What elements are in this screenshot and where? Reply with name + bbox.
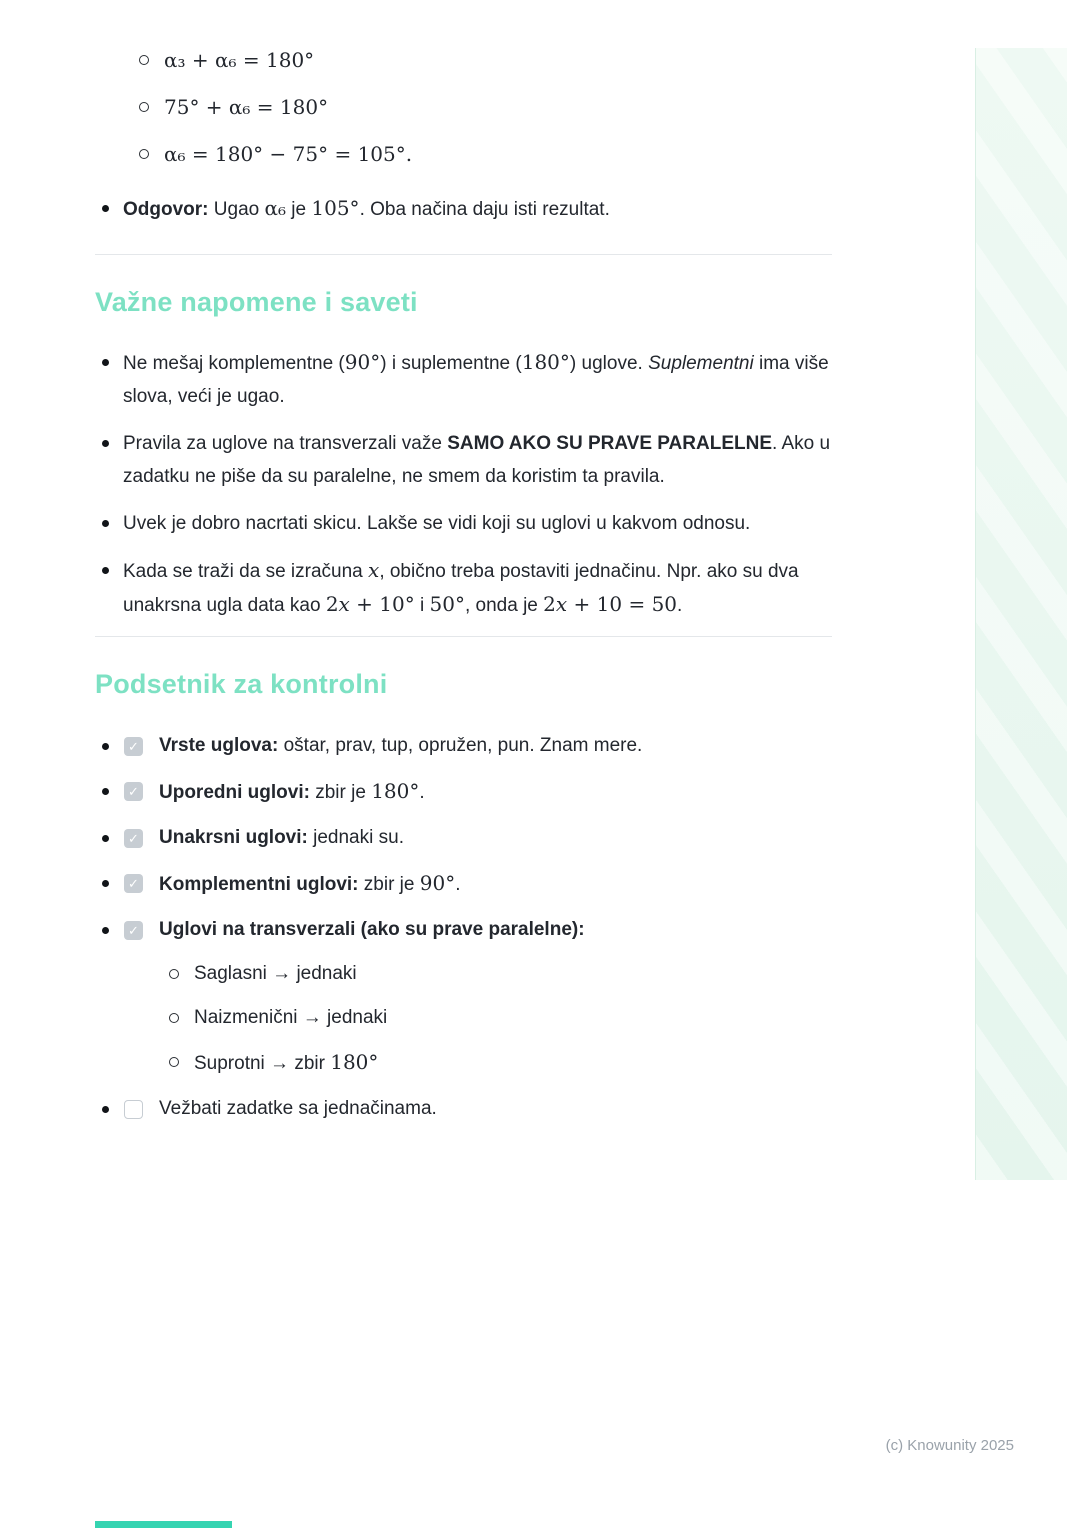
transversal-sub-list — [167, 958, 835, 1080]
note-item — [95, 507, 835, 540]
text-segment: Kada se traži da se izračuna — [123, 561, 369, 582]
answer-item — [95, 192, 835, 226]
text-segment: 2 — [543, 592, 556, 616]
checkbox[interactable] — [124, 829, 143, 848]
text-line — [159, 919, 585, 940]
text-line — [123, 433, 830, 487]
bottom-accent-bar — [95, 1521, 232, 1528]
text-segment: Uglovi na transverzali (ako su prave paralelne): — [159, 919, 585, 940]
text-segment: Saglasni → jednaki — [194, 963, 357, 984]
text-segment: 180° — [521, 350, 570, 374]
text-line — [123, 558, 799, 616]
text-segment: + 10° — [349, 592, 415, 616]
text-segment: . Ako u zadatku ne piše da su paralelne, ne smem da koristim ta pravila. — [123, 433, 831, 487]
text-line — [194, 1007, 387, 1028]
section-divider — [95, 636, 832, 637]
note-item — [95, 346, 835, 413]
text-segment: jednaki su. — [307, 827, 404, 848]
text-segment: SAMO AKO SU PRAVE PARALELNE — [447, 433, 772, 454]
text-segment: Ne mešaj komplementne ( — [123, 353, 345, 374]
text-segment: . — [419, 782, 425, 803]
text-segment: 105° — [311, 196, 360, 220]
notes-section-heading: Važne napomene i saveti — [95, 287, 418, 317]
check-icon: ✓ — [128, 831, 139, 846]
text-segment: Uvek je dobro nacrtati skicu. Lakše se vidi koji su uglovi u kakvom odnosu. — [123, 513, 751, 534]
checkbox[interactable] — [124, 874, 143, 893]
note-item — [95, 427, 835, 493]
text-line — [159, 779, 425, 803]
section-divider — [95, 254, 832, 255]
text-segment: Uporedni uglovi: — [159, 782, 310, 803]
text-segment: + 10 = 50 — [567, 592, 678, 616]
text-segment: 180° — [371, 779, 420, 803]
checkbox[interactable] — [124, 737, 143, 756]
text-segment: ) uglove. — [569, 353, 649, 374]
checkbox[interactable] — [124, 921, 143, 940]
text-line — [123, 350, 829, 407]
text-segment: ) i suplementne ( — [380, 353, 522, 374]
text-segment: 90° — [344, 350, 381, 374]
text-line — [159, 735, 642, 756]
text-segment: je — [286, 199, 312, 220]
text-segment: zbir je — [358, 874, 420, 895]
check-icon: ✓ — [128, 876, 139, 891]
equation-step — [137, 138, 835, 172]
checkbox[interactable] — [124, 1100, 143, 1119]
text-segment: Odgovor: — [123, 199, 209, 220]
checklist-item — [95, 914, 835, 1080]
text-segment: , onda je — [464, 595, 544, 616]
text-segment: Unakrsni uglovi: — [159, 827, 308, 848]
note-item — [95, 554, 835, 622]
text-line — [164, 95, 329, 119]
text-segment: Komplementni uglovi: — [159, 874, 359, 895]
text-segment: oštar, prav, tup, opružen, pun. Znam mere. — [278, 735, 643, 756]
text-segment: i — [414, 595, 430, 616]
text-segment: . — [677, 595, 683, 616]
text-segment: Naizmenični → jednaki — [194, 1007, 388, 1028]
text-segment: . Oba načina daju isti rezultat. — [359, 199, 610, 220]
checklist-item — [95, 822, 835, 854]
text-line — [164, 142, 413, 166]
check-icon: ✓ — [128, 784, 139, 799]
text-line — [194, 1050, 379, 1074]
copyright-footer: (c) Knowunity 2025 — [885, 1437, 1014, 1454]
sub-list-item — [167, 1002, 835, 1034]
text-segment: Suprotni → zbir — [194, 1053, 331, 1074]
text-segment: x — [368, 558, 380, 582]
text-segment: 2 — [325, 592, 339, 616]
text-segment: x — [338, 592, 350, 616]
text-line — [159, 871, 461, 895]
text-segment: Vrste uglova: — [159, 735, 279, 756]
text-segment: ima više slova, veći je ugao. — [123, 353, 829, 407]
text-segment: Suplementni — [648, 353, 754, 374]
text-line — [159, 827, 404, 848]
equation-step — [137, 44, 835, 78]
check-icon: ✓ — [128, 923, 139, 938]
text-segment: , obično treba postaviti jednačinu. Npr. ako su dva unakrsna ugla data kao — [123, 561, 799, 616]
checklist — [95, 730, 835, 1125]
text-segment: α₆ = 180° − 75° = 105°. — [164, 142, 413, 166]
text-segment: Vežbati zadatke sa jednačinama. — [159, 1098, 437, 1119]
checklist-item — [95, 1093, 835, 1125]
text-segment: . — [455, 874, 461, 895]
sub-list-item — [167, 1046, 835, 1080]
text-segment: 180° — [330, 1050, 379, 1074]
checkbox[interactable] — [124, 782, 143, 801]
equation-step — [137, 91, 835, 125]
checklist-item — [95, 730, 835, 762]
checklist-item — [95, 775, 835, 809]
text-segment: 75° + α₆ = 180° — [164, 95, 329, 119]
text-segment: Ugao — [208, 199, 265, 220]
side-decoration — [975, 48, 1067, 1180]
text-line — [123, 196, 610, 220]
equation-steps-list — [137, 44, 835, 172]
text-line — [164, 48, 315, 72]
text-segment: zbir je — [309, 782, 372, 803]
text-segment: 50° — [429, 592, 465, 616]
text-line — [159, 1098, 437, 1119]
text-segment: x — [555, 592, 568, 616]
notes-list — [95, 346, 835, 622]
text-line — [194, 963, 357, 984]
text-line — [123, 513, 750, 534]
answer-list — [95, 192, 835, 226]
text-segment: 90° — [419, 871, 456, 895]
text-segment: α₆ — [264, 196, 287, 220]
check-icon: ✓ — [128, 739, 139, 754]
text-segment: α₃ + α₆ = 180° — [164, 48, 315, 72]
checklist-item — [95, 867, 835, 901]
checklist-section-heading: Podsetnik za kontrolni — [95, 669, 388, 699]
text-segment: Pravila za uglove na transverzali važe — [123, 433, 448, 454]
sub-list-item — [167, 958, 835, 990]
